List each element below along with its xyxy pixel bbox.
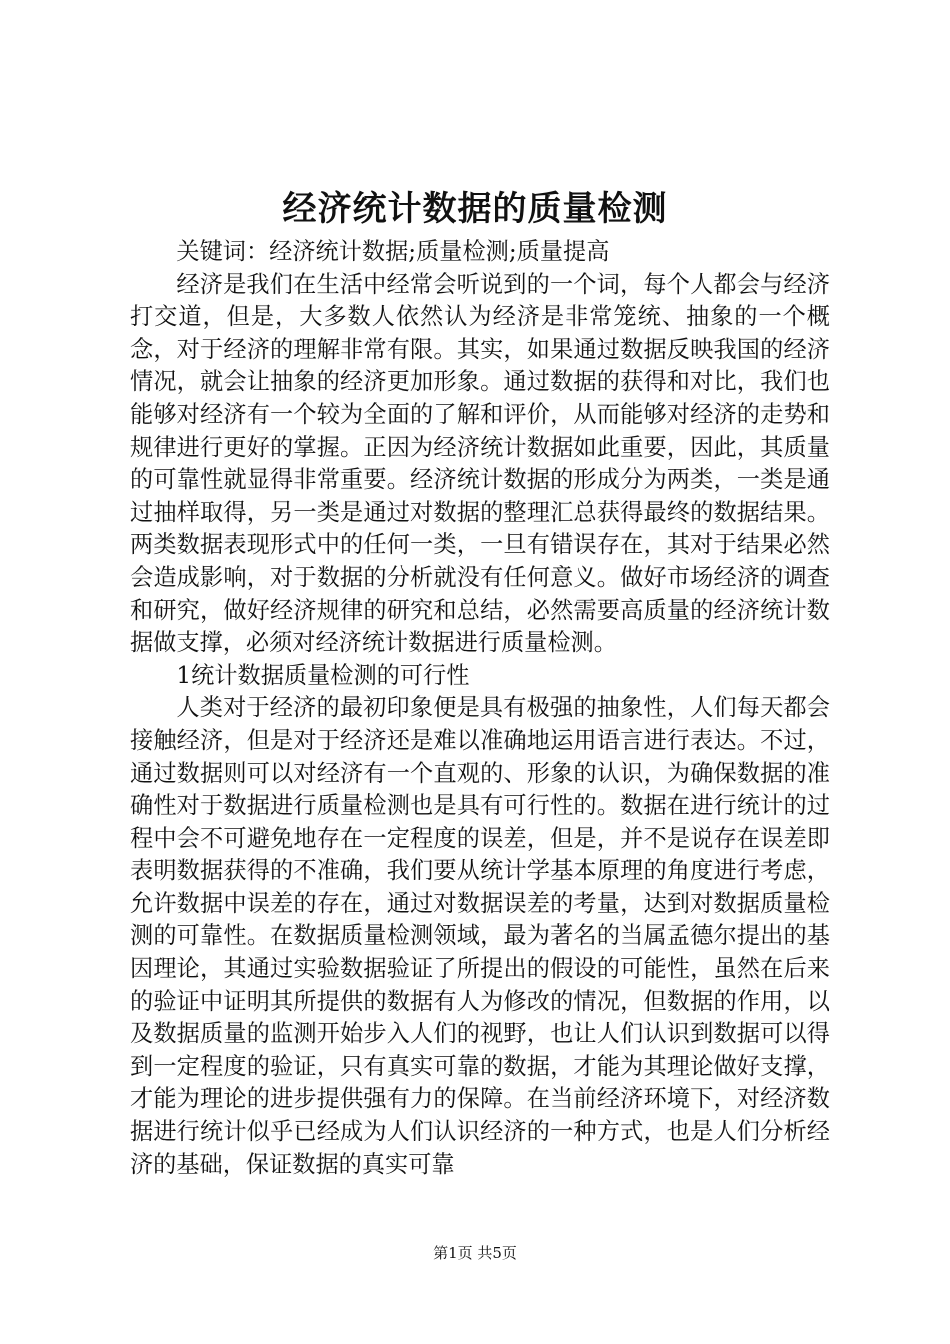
document-title: 经济统计数据的质量检测 — [282, 189, 668, 229]
page-number: 第1页 共5页 — [433, 1244, 517, 1262]
body-paragraph: 经济是我们在生活中经常会听说到的一个词，每个人都会与经济打交道，但是，大多数人依然认为经济是非常笼统、抽象的一个概念，对于经济的理解非常有限。其实，如果通过数据反映我国的经济情况，就会让抽象的经济更加形象。通过数据的获得和对比，我们也能够对经济有一个较为全面的了解和评价，从而能够对经济的走势和规律进行更好的掌握。正因为经济统计数据如此重要，因此，其质量的可靠性就显得非常重要。经济统计数据的形成分为两类，一类是通过抽样取得，另一类是通过对数据的整理汇总获得最终的数据结果。两类数据表现形式中的任何一类，一旦有错误存在，其对于结果必然会造成影响，对于数据的分析就没有任何意义。做好市场经济的调查和研究，做好经济规律的研究和总结，必然需要高质量的经济统计数据做支撑，必须对经济统计数据进行质量检测。 — [130, 270, 830, 657]
body-paragraph: 人类对于经济的最初印象便是具有极强的抽象性，人们每天都会接触经济，但是对于经济还是难以准确地运用语言进行表达。不过，通过数据则可以对经济有一个直观的、形象的认识，为确保数据的准确性对于数据进行质量检测也是具有可行性的。数据在进行统计的过程中会不可避免地存在一定程度的误差，但是，并不是说存在误差即表明数据获得的不准确，我们要从统计学基本原理的角度进行考虑，允许数据中误差的存在，通过对数据误差的考量，达到对数据质量检测的可靠性。在数据质量检测领域，最为著名的当属孟德尔提出的基因理论，其通过实验数据验证了所提出的假设的可能性，虽然在后来的验证中证明其所提供的数据有人为修改的情况，但数据的作用，以及数据质量的监测开始步入人们的视野，也让人们认识到数据可以得到一定程度的验证，只有真实可靠的数据，才能为其理论做好支撑，才能为理论的进步提供强有力的保障。在当前经济环境下，对经济数据进行统计似乎已经成为人们认识经济的一种方式，也是人们分析经济的基础，保证数据的真实可靠 — [130, 694, 830, 1178]
keywords-line: 关键词：经济统计数据;质量检测;质量提高 — [176, 238, 610, 265]
document-body — [130, 236, 830, 1181]
section-heading: 1统计数据质量检测的可行性 — [176, 661, 470, 689]
